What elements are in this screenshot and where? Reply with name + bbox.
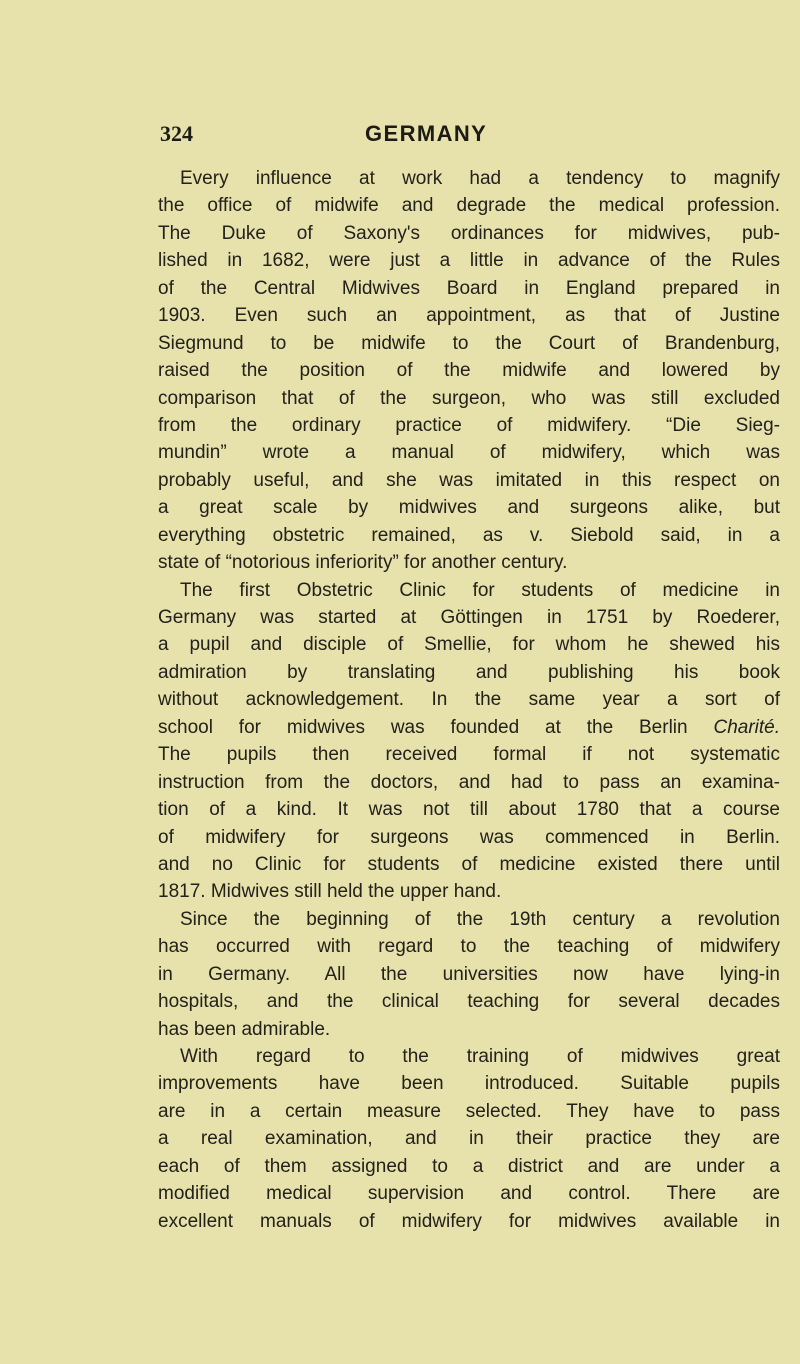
text-line: comparison that of the surgeon, who was still excluded — [158, 387, 780, 409]
text-line: Since the beginning of the 19th century a revolution — [180, 908, 780, 930]
text-line: in Germany. All the universities now have lying-in — [158, 963, 780, 985]
text-line: admiration by translating and publishing his book — [158, 661, 780, 683]
text-line: of the Central Midwives Board in England prepared in — [158, 277, 780, 299]
text-line: raised the position of the midwife and lowered by — [158, 360, 780, 382]
text-line: mundin” wrote a manual of midwifery, which was — [158, 442, 780, 464]
text-line: and no Clinic for students of medicine existed there until — [158, 853, 780, 875]
italic-phrase: Charité. — [713, 716, 780, 738]
text-line: state of “notorious inferiority” for another century. — [158, 552, 568, 574]
text-line: 1903. Even such an appointment, as that of Justine — [158, 305, 780, 327]
text-line: without acknowledgement. In the same year a sort of — [158, 689, 780, 711]
body-text — [158, 165, 780, 1235]
text-line: improvements have been introduced. Suitable pupils — [158, 1073, 780, 1095]
text-line: Siegmund to be midwife to the Court of Brandenburg, — [158, 332, 780, 354]
text-line: the office of midwife and degrade the medical profession. — [158, 195, 780, 217]
text-line: a pupil and disciple of Smellie, for whom he shewed his — [158, 634, 780, 656]
text-line: a great scale by midwives and surgeons alike, but — [158, 497, 780, 519]
text-line-segment: school for midwives was founded at the Berlin — [158, 716, 688, 738]
text-line: are in a certain measure selected. They have to pass — [158, 1100, 780, 1122]
text-line: of midwifery for surgeons was commenced in Berlin. — [158, 826, 780, 848]
text-line: has occurred with regard to the teaching of midwifery — [158, 936, 780, 958]
text-line: lished in 1682, were just a little in advance of the Rules — [158, 250, 780, 272]
text-line: The Duke of Saxony's ordinances for midwives, pub- — [158, 222, 780, 244]
text-line: The pupils then received formal if not systematic — [158, 744, 780, 766]
text-line: Germany was started at Göttingen in 1751 by Roederer, — [158, 607, 780, 628]
text-line: hospitals, and the clinical teaching for several decades — [158, 991, 780, 1013]
text-line: With regard to the training of midwives great — [180, 1046, 780, 1067]
text-line: The first Obstetric Clinic for students of medicine in — [180, 579, 780, 601]
text-line: everything obstetric remained, as v. Siebold said, in a — [158, 524, 780, 546]
text-line: has been admirable. — [158, 1018, 331, 1040]
text-line: probably useful, and she was imitated in this respect on — [158, 469, 780, 491]
text-line: tion of a kind. It was not till about 1780 that a course — [158, 799, 780, 821]
text-line: each of them assigned to a district and are under a — [158, 1155, 780, 1177]
page-number: 324 — [160, 121, 193, 146]
text-line: a real examination, and in their practice they are — [158, 1128, 780, 1150]
text-line: from the ordinary practice of midwifery. “Die Sieg- — [158, 414, 780, 436]
text-line — [158, 714, 780, 741]
text-line: instruction from the doctors, and had to pass an examina- — [158, 771, 780, 793]
running-head: GERMANY — [365, 121, 488, 146]
page-header — [160, 121, 780, 153]
text-line: 1817. Midwives still held the upper hand. — [158, 881, 502, 903]
text-line: Every influence at work had a tendency to magnify — [180, 168, 780, 189]
text-line: excellent manuals of midwifery for midwives available in — [158, 1210, 780, 1232]
text-line: modified medical supervision and control. There are — [158, 1183, 780, 1205]
